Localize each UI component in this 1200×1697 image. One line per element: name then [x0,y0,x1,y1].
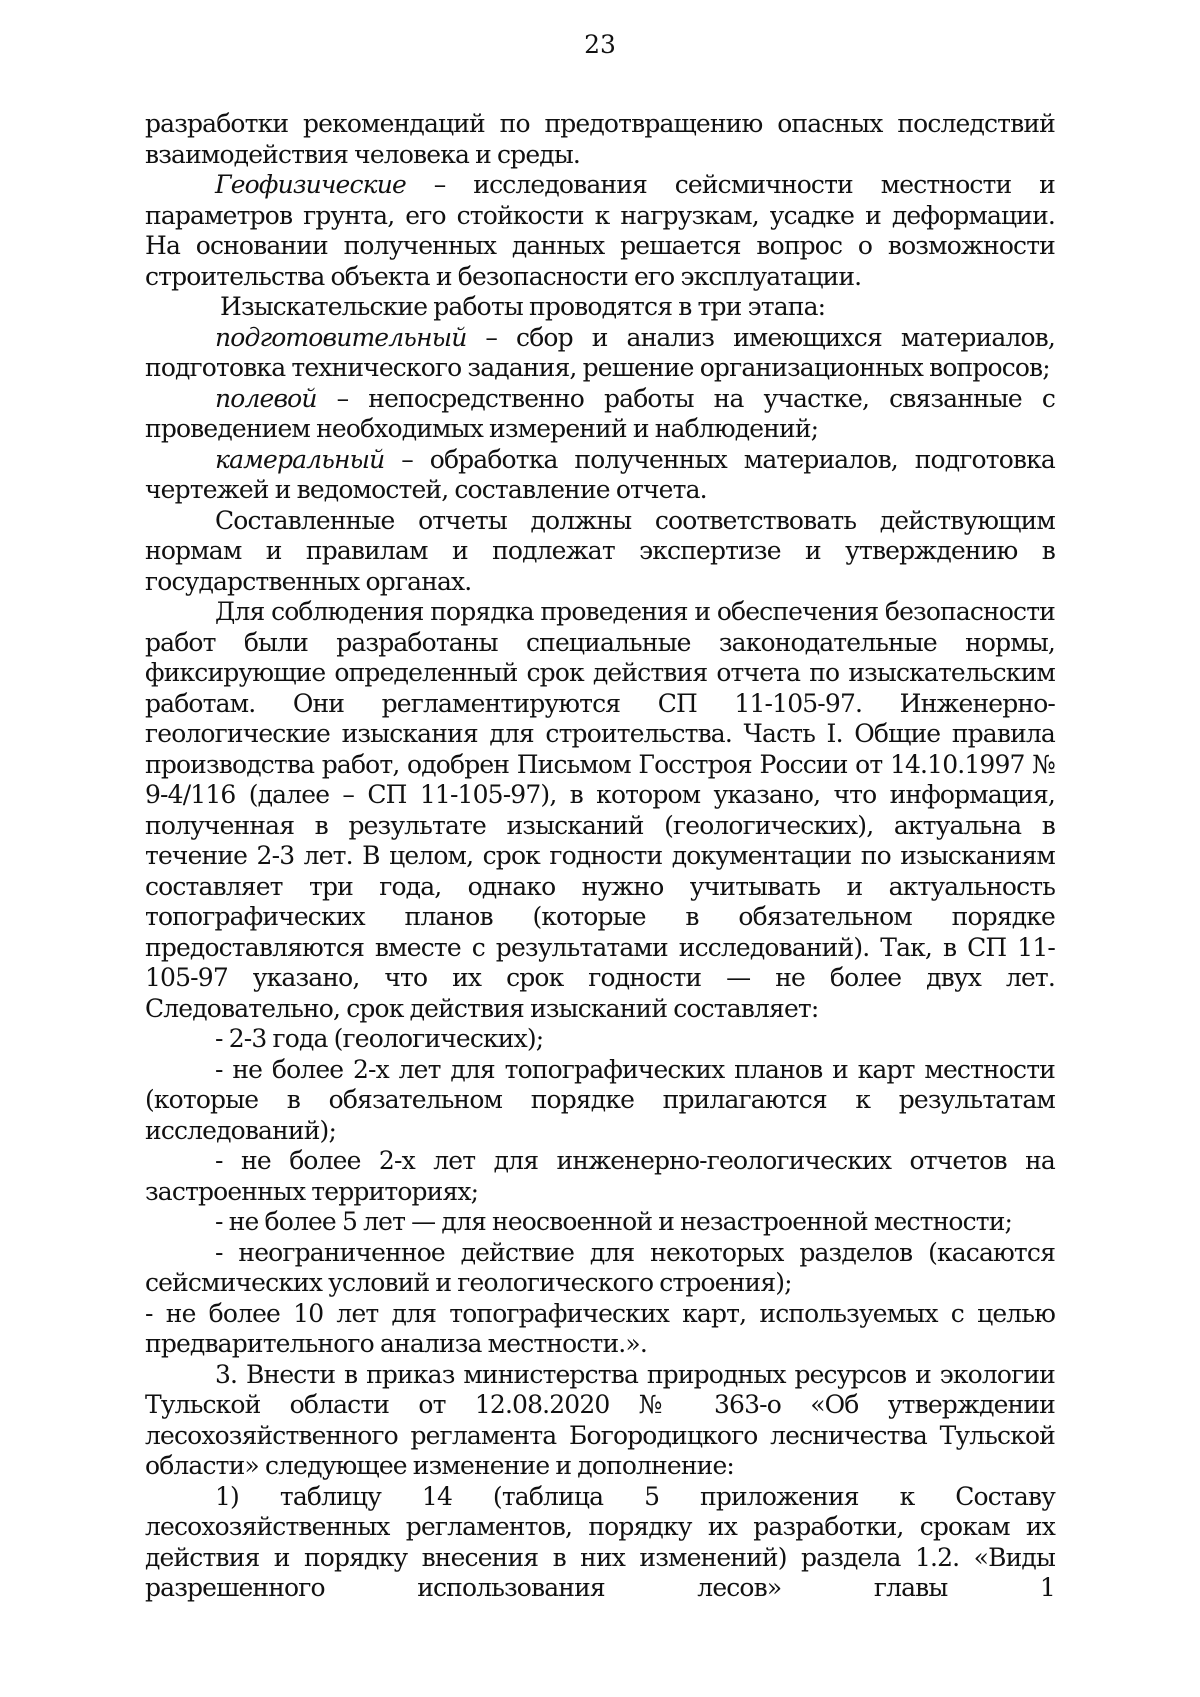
paragraph-stage-field [145,384,1055,445]
page-number: 23 [584,30,616,59]
list-item-validity: - неограниченное действие для некоторых разделов (касаются сейсмических условий и геологического строения); [145,1237,1055,1297]
paragraph-amendment-table: 1) таблицу 14 (таблица 5 приложения к Составу лесохозяйственных регламентов, порядку их разработки, срокам их действия и порядку внесения в них изменений) раздела 1.2. «Виды разрешенного использования лесов» главы 1 [145,1481,1055,1602]
term-office: камеральный [215,444,385,474]
list-item-validity: - не более 5 лет — для неосвоенной и незастроенной местности; [215,1207,1013,1236]
term-geophysical: Геофизические [215,170,406,199]
list-item-validity: - не более 2-х лет для инженерно-геологических отчетов на застроенных территориях; [145,1146,1055,1206]
list-item-validity: - не более 10 лет для топографических карт, используемых с целью предварительного анализа местности.». [145,1298,1055,1358]
paragraph-stage-preparatory [145,323,1055,384]
list-item-validity: - 2-3 года (геологических); [215,1024,544,1053]
paragraph-stage-office [145,445,1055,506]
paragraph-norms: Для соблюдения порядка проведения и обеспечения безопасности работ были разработаны специальные законодательные нормы, фиксирующие определенный срок действия отчета по изыскательским работам. Они регламентируются СП 11-105-97. Инженерно-геологические изыскания для строительства. Часть I. Общие правила производства работ, одобрен Письмом Госстроя России от 14.10.1997 № 9-4/116 (далее – СП 11-105-97), в котором указано, что информация, полученная в результате изысканий (геологических), актуальна в течение 2-3 лет. В целом, срок годности документации по изысканиям составляет три года, однако нужно учитывать и актуальность топографических планов (которые в обязательном порядке предоставляются вместе с результатами исследований). Так, в СП 11-105-97 указано, что их срок годности — не более двух лет. Следовательно, срок действия изысканий составляет: [145,597,1055,1023]
paragraph-amendment-order: 3. Внести в приказ министерства природных ресурсов и экологии Тульской области от 12.08.2020 № 363-о «Об утверждении лесохозяйственного регламента Богородицкого лесничества Тульской области» следующее изменение и дополнение: [145,1359,1055,1480]
term-preparatory: подготовительный [215,322,467,352]
paragraph-continuation: разработки рекомендаций по предотвращению опасных последствий взаимодействия человека и среды. [145,109,1055,169]
definition-office: – обработка полученных материалов, подготовка чертежей и ведомостей, составление отчета. [145,444,1055,504]
paragraph-stages-intro: Изыскательские работы проводятся в три этапа: [220,292,826,321]
definition-preparatory: – сбор и анализ имеющихся материалов, подготовка технического задания, решение организационных вопросов; [145,322,1055,382]
term-field: полевой [215,383,317,413]
paragraph-reports: Составленные отчеты должны соответствовать действующим нормам и правилам и подлежат экспертизе и утверждению в государственных органах. [145,505,1055,596]
document-body [145,109,1055,1604]
list-item-validity: - не более 2-х лет для топографических планов и карт местности (которые в обязательном порядке прилагаются к результатам исследований); [145,1054,1055,1145]
paragraph-geophysical [145,170,1055,292]
definition-field: – непосредственно работы на участке, связанные с проведением необходимых измерений и наблюдений; [145,383,1055,443]
definition-geophysical: – исследования сейсмичности местности и параметров грунта, его стойкости к нагрузкам, усадке и деформации. На основании полученных данных решается вопрос о возможности строительства объекта и безопасности его эксплуатации. [145,170,1055,291]
